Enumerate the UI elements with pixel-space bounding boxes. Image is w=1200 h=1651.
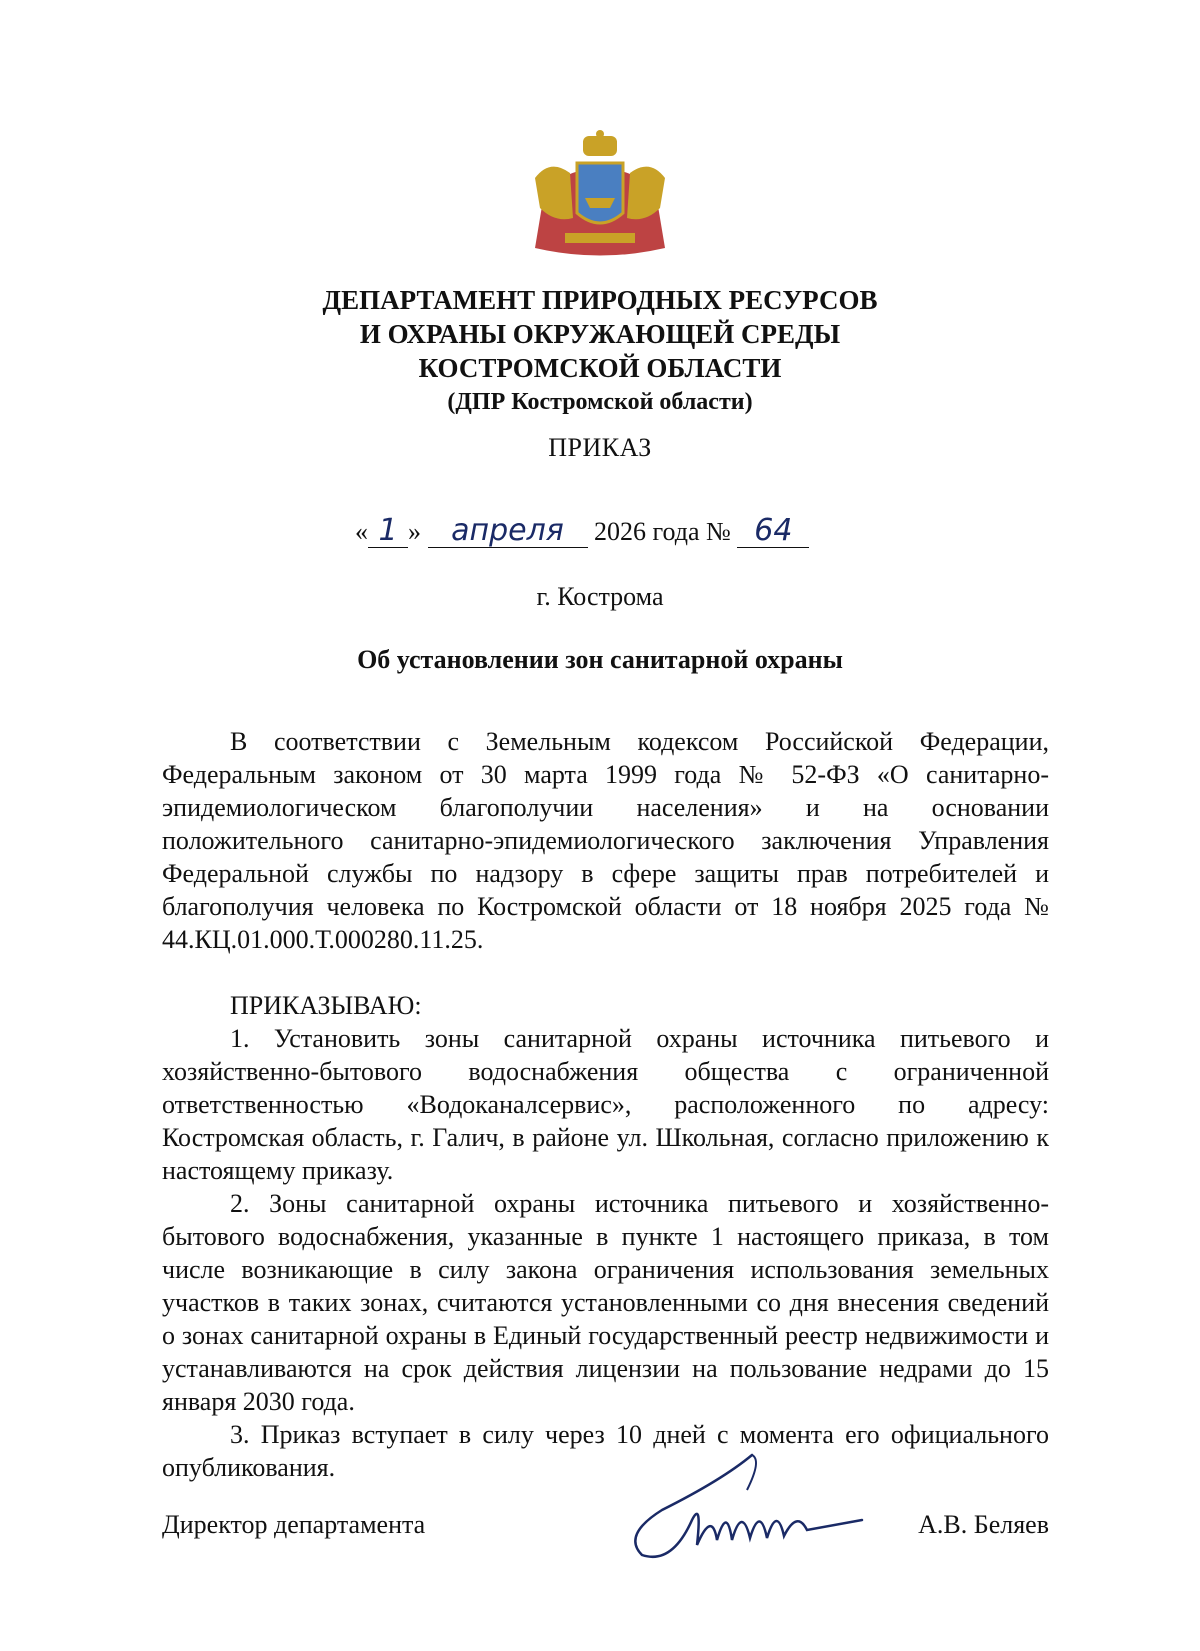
- coat-of-arms-emblem: [515, 128, 685, 258]
- date-month-handwritten: апреля: [428, 515, 588, 548]
- date-year-text: 2026 года №: [594, 517, 731, 546]
- handwritten-signature: [602, 1450, 892, 1570]
- item-1-paragraph: 1. Установить зоны санитарной охраны источника питьевого и хозяйственно-бытового водоснабжения общества с ограниченной ответственностью «Водоканалсервис», расположенного по адресу: Костромская область, г. Галич, в районе ул. Школьная, согласно приложению к настоящему приказу.: [162, 1024, 1049, 1185]
- order-word: ПРИКАЗЫВАЮ:: [230, 991, 422, 1020]
- order-title: Об установлении зон санитарной охраны: [357, 645, 843, 674]
- signatory-position: Директор департамента: [162, 1510, 426, 1539]
- header-line-3: КОСТРОМСКОЙ ОБЛАСТИ: [418, 353, 782, 383]
- order-number-handwritten: 64: [737, 515, 809, 548]
- item-3-paragraph: 3. Приказ вступает в силу через 10 дней с момента его официального опубликования.: [162, 1420, 1049, 1482]
- date-close-quote: »: [408, 517, 421, 546]
- city: г. Кострома: [536, 582, 664, 611]
- date-and-number-line: [355, 515, 809, 555]
- date-day-handwritten: 1: [368, 515, 408, 548]
- header-line-1: ДЕПАРТАМЕНТ ПРИРОДНЫХ РЕСУРСОВ: [322, 285, 878, 315]
- preamble-paragraph: В соответствии с Земельным кодексом Российской Федерации, Федеральным законом от 30 марта 1999 года № 52-ФЗ «О санитарно-эпидемиологическом благополучии населения» и на основании положительного санитарно-эпидемиологического заключения Управления Федеральной службы по надзору в сфере защиты прав потребителей и благополучия человека по Костромской области от 18 ноября 2025 года № 44.КЦ.01.000.Т.000280.11.25.: [162, 727, 1049, 954]
- item-2-paragraph: 2. Зоны санитарной охраны источника питьевого и хозяйственно-бытового водоснабжения, указанные в пункте 1 настоящего приказа, в том числе возникающие в силу закона ограничения использования земельных участков в таких зонах, считаются установленными со дня внесения сведений о зонах санитарной охраны в Единый государственный реестр недвижимости и устанавливаются на срок действия лицензии на пользование недрами до 15 января 2030 года.: [162, 1189, 1049, 1416]
- date-open-quote: «: [355, 517, 368, 546]
- department-header: [0, 283, 1200, 419]
- order-body: [162, 725, 1049, 1484]
- signature-block: [162, 1500, 1049, 1580]
- header-abbreviation: (ДПР Костромской области): [447, 389, 753, 415]
- header-line-2: И ОХРАНЫ ОКРУЖАЮЩЕЙ СРЕДЫ: [359, 319, 841, 349]
- document-type: ПРИКАЗ: [548, 433, 652, 462]
- signatory-name: А.В. Беляев: [918, 1510, 1049, 1539]
